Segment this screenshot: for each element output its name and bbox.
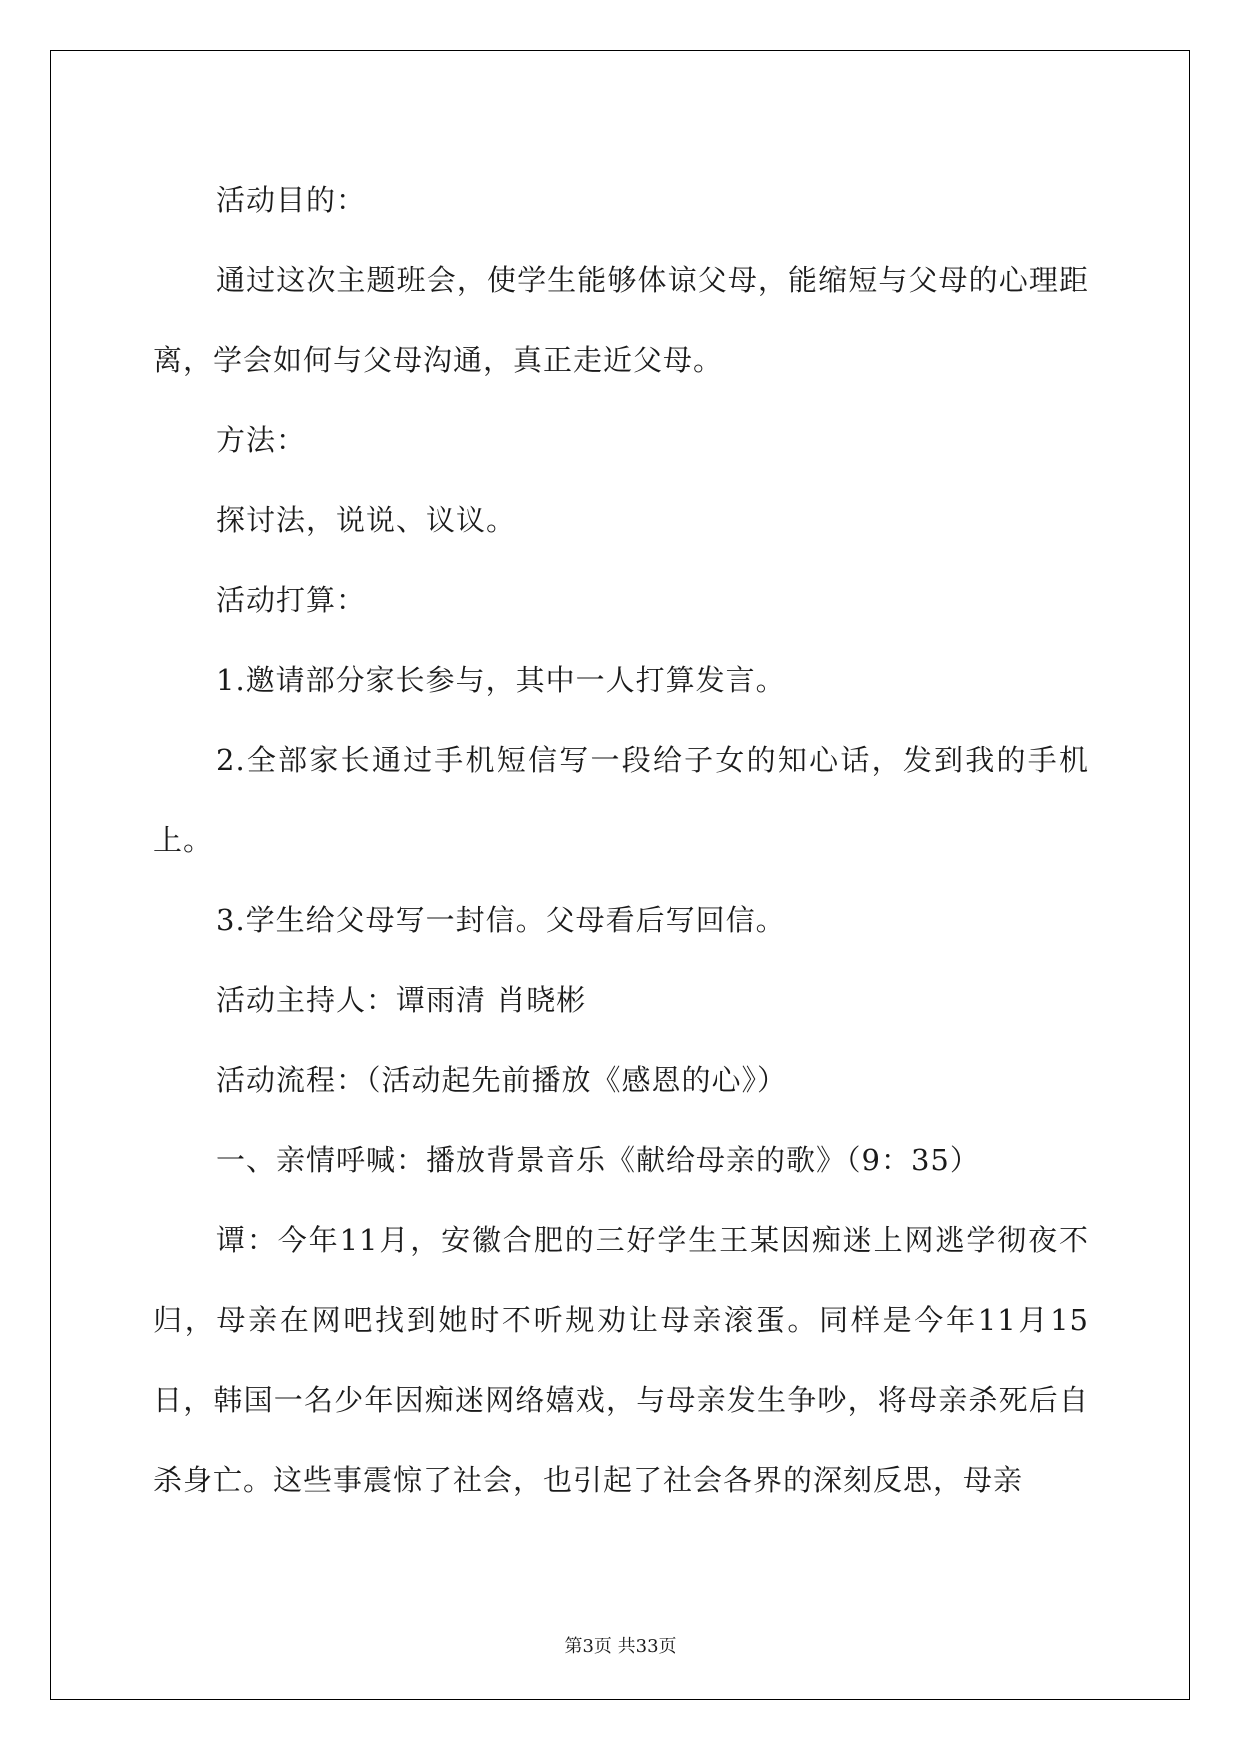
- plan-item-1: 1.邀请部分家长参与，其中一人打算发言。: [216, 663, 786, 697]
- paragraph-method: 探讨法，说说、议议。: [216, 503, 517, 537]
- heading-method: 方法：: [216, 423, 307, 457]
- paragraph-hosts: 活动主持人：谭雨清 肖晓彬: [216, 983, 587, 1017]
- paragraph-purpose: 通过这次主题班会，使学生能够体谅父母，能缩短与父母的心理距离，学会如何与父母沟通，真正走近父母。: [153, 263, 1089, 377]
- plan-item-3: 3.学生给父母写一封信。父母看后写回信。: [216, 903, 786, 937]
- heading-plan: 活动打算：: [216, 583, 367, 617]
- document-body: [153, 160, 1089, 1520]
- plan-item-2: 2.全部家长通过手机短信写一段给子女的知心话，发到我的手机上。: [153, 743, 1089, 857]
- heading-purpose: 活动目的：: [216, 183, 367, 217]
- section-heading-1: 一、亲情呼喊：播放背景音乐《献给母亲的歌》（9：35）: [216, 1143, 980, 1177]
- paragraph-process: 活动流程：（活动起先前播放《感恩的心》）: [216, 1063, 788, 1097]
- paragraph-tan-speech: 谭：今年11月，安徽合肥的三好学生王某因痴迷上网逃学彻夜不归，母亲在网吧找到她时不听规劝让母亲滚蛋。同样是今年11月15日，韩国一名少年因痴迷网络嬉戏，与母亲发生争吵，将母亲杀死后自杀身亡。这些事震惊了社会，也引起了社会各界的深刻反思，母亲: [153, 1223, 1089, 1497]
- page-number-footer: 第3页 共33页: [564, 1636, 677, 1657]
